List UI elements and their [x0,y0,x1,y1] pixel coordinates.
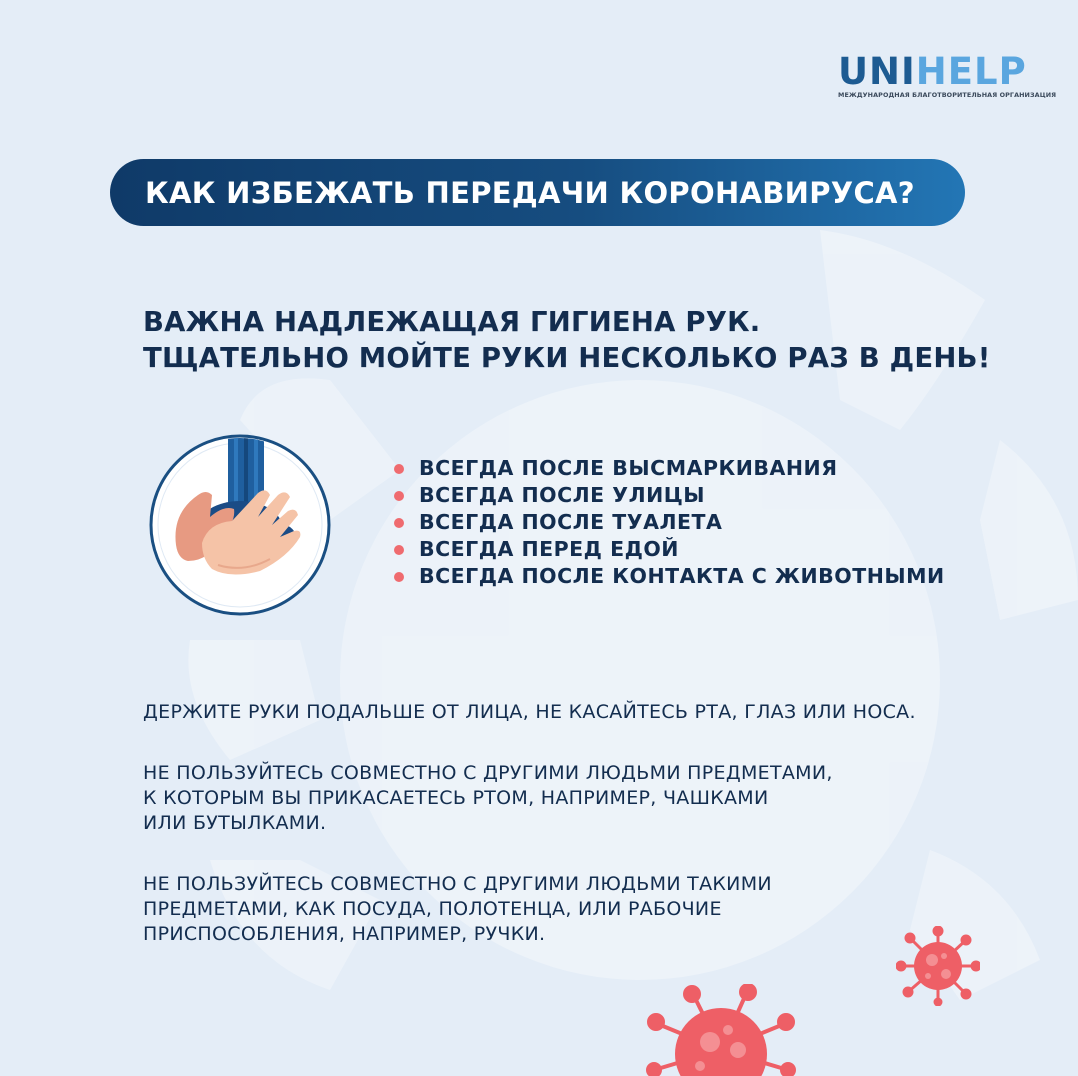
paragraph-line: ДЕРЖИТЕ РУКИ ПОДАЛЬШЕ ОТ ЛИЦА, НЕ КАСАЙТЕСЬ РТА, ГЛАЗ ИЛИ НОСА. [143,701,916,723]
paragraph-line: НЕ ПОЛЬЗУЙТЕСЬ СОВМЕСТНО С ДРУГИМИ ЛЮДЬМИ ПРЕДМЕТАМИ, [143,762,833,784]
bullet-dot [394,491,404,501]
paragraph-face [143,700,1023,725]
paragraph-line: НЕ ПОЛЬЗУЙТЕСЬ СОВМЕСТНО С ДРУГИМИ ЛЮДЬМИ ТАКИМИ [143,873,772,895]
logo-uni: UNI [838,50,916,93]
virus-icon [896,926,980,1006]
rule-text: ВСЕГДА ПЕРЕД ЕДОЙ [419,537,679,561]
logo-help: HELP [915,50,1027,93]
bullet-dot [394,464,404,474]
rule-text: ВСЕГДА ПОСЛЕ УЛИЦЫ [419,483,706,507]
paragraph-mouth-items [143,761,1023,836]
rule-text: ВСЕГДА ПОСЛЕ КОНТАКТА С ЖИВОТНЫМИ [419,564,945,588]
list-item [393,536,945,563]
list-item [393,563,945,590]
paragraph-line: ПРЕДМЕТАМИ, КАК ПОСУДА, ПОЛОТЕНЦА, ИЛИ РАБОЧИЕ [143,898,722,920]
hand-washing-rules-list [393,455,945,590]
virus-icon [644,984,798,1076]
title-banner [110,159,965,226]
paragraph-line: ПРИСПОСОБЛЕНИЯ, НАПРИМЕР, РУЧКИ. [143,923,546,945]
hand-washing-icon [148,433,332,617]
paragraph-line: ИЛИ БУТЫЛКАМИ. [143,812,327,834]
list-item [393,509,945,536]
list-item [393,482,945,509]
brand-logo [838,50,1057,99]
headline [143,304,1023,376]
rule-text: ВСЕГДА ПОСЛЕ ТУАЛЕТА [419,510,723,534]
bullet-dot [394,518,404,528]
headline-line-2: ТЩАТЕЛЬНО МОЙТЕ РУКИ НЕСКОЛЬКО РАЗ В ДЕНЬ! [143,342,991,374]
rule-text: ВСЕГДА ПОСЛЕ ВЫСМАРКИВАНИЯ [419,456,838,480]
logo-wordmark [838,50,1027,93]
headline-line-1: ВАЖНА НАДЛЕЖАЩАЯ ГИГИЕНА РУК. [143,306,761,338]
page-title: КАК ИЗБЕЖАТЬ ПЕРЕДАЧИ КОРОНАВИРУСА? [145,175,915,210]
list-item [393,455,945,482]
paragraph-line: К КОТОРЫМ ВЫ ПРИКАСАЕТЕСЬ РТОМ, НАПРИМЕР, ЧАШКАМИ [143,787,769,809]
bullet-dot [394,572,404,582]
logo-subtitle: МЕЖДУНАРОДНАЯ БЛАГОТВОРИТЕЛЬНАЯ ОРГАНИЗАЦИЯ [838,91,1057,99]
paragraph-shared-items [143,872,1023,947]
bullet-dot [394,545,404,555]
